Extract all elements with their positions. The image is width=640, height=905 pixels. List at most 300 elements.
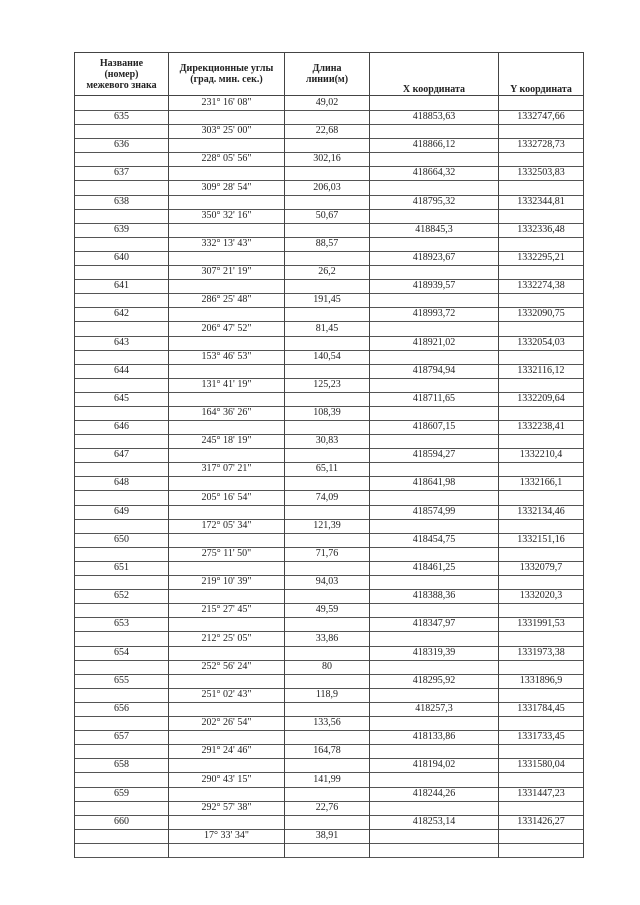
table-cell — [75, 603, 169, 631]
header-name-line1: Название — [99, 57, 144, 69]
mark-name: 645 — [114, 392, 129, 404]
y-coordinate: 1332503,83 — [517, 167, 565, 179]
x-coordinate: 418253,14 — [412, 815, 456, 827]
table-cell — [169, 322, 285, 350]
x-coordinate: 418607,15 — [412, 421, 456, 433]
mark-name: 641 — [114, 280, 129, 292]
table-cell — [169, 378, 285, 406]
table-cell — [169, 519, 285, 547]
table-cell — [370, 265, 499, 293]
table-cell — [370, 152, 499, 180]
table-cell — [75, 434, 169, 462]
y-coordinate: 1332274,38 — [517, 280, 565, 292]
table-cell — [285, 350, 370, 378]
table-cell — [75, 237, 169, 265]
direction-angle: 219° 10' 39" — [201, 576, 252, 588]
table-row — [75, 491, 583, 519]
y-coordinate: 1332747,66 — [517, 111, 565, 122]
mark-name: 643 — [114, 336, 129, 348]
y-coordinate: 1331426,27 — [517, 815, 565, 827]
y-coordinate: 1332344,81 — [517, 195, 565, 207]
table-cell — [285, 744, 370, 772]
header-length-line1: Длина — [312, 63, 342, 74]
line-length: 302,16 — [313, 153, 341, 165]
direction-angle: 309° 28' 54" — [201, 181, 252, 193]
table-cell — [285, 547, 370, 575]
y-coordinate: 1332116,12 — [517, 364, 565, 376]
table-row — [75, 603, 583, 631]
y-coordinate: 1332728,73 — [517, 139, 565, 151]
table-cell — [285, 660, 370, 688]
mark-name: 647 — [114, 449, 129, 461]
table-cell — [285, 462, 370, 490]
table-cell — [370, 96, 499, 124]
line-length: 164,78 — [313, 745, 341, 757]
line-length: 65,11 — [315, 463, 339, 475]
y-coordinate: 1331991,53 — [517, 618, 565, 630]
boundary-coordinates-table — [74, 52, 584, 858]
table-cell — [285, 378, 370, 406]
x-coordinate: 418993,72 — [412, 308, 456, 320]
table-cell — [169, 660, 285, 688]
mark-name: 659 — [114, 787, 129, 799]
table-cell — [169, 293, 285, 321]
table-cell — [370, 237, 499, 265]
table-cell — [75, 744, 169, 772]
table-cell — [169, 265, 285, 293]
table-cell — [75, 293, 169, 321]
table-cell — [75, 265, 169, 293]
table-cell — [285, 209, 370, 237]
direction-angle: 303° 25' 00" — [201, 125, 252, 137]
y-coordinate: 1332020,3 — [519, 590, 563, 602]
table-cell — [499, 773, 583, 801]
table-cell — [499, 716, 583, 744]
table-cell — [499, 660, 583, 688]
table-cell — [285, 575, 370, 603]
mark-name: 639 — [114, 223, 129, 235]
table-cell — [75, 773, 169, 801]
table-cell — [499, 322, 583, 350]
line-length: 26,2 — [318, 266, 336, 278]
table-cell — [370, 350, 499, 378]
line-length: 71,76 — [315, 548, 339, 559]
direction-angle: 350° 32' 16" — [201, 209, 252, 221]
table-row — [75, 96, 583, 124]
x-coordinate: 418461,25 — [412, 562, 456, 573]
table-cell — [169, 96, 285, 124]
table-cell — [499, 688, 583, 716]
table-cell — [285, 96, 370, 124]
direction-angle: 275° 11' 50" — [201, 548, 252, 559]
mark-name: 651 — [114, 562, 129, 573]
table-cell — [285, 491, 370, 519]
table-cell — [169, 152, 285, 180]
line-length: 50,67 — [315, 209, 339, 221]
table-cell — [75, 181, 169, 209]
mark-name: 657 — [114, 731, 129, 743]
table-cell — [499, 575, 583, 603]
direction-angle: 251° 02' 43" — [201, 688, 252, 700]
y-coordinate: 1332166,1 — [519, 477, 563, 489]
direction-angle: 286° 25' 48" — [201, 294, 252, 306]
table-cell — [169, 716, 285, 744]
table-row — [75, 237, 583, 265]
table-row — [75, 716, 583, 744]
table-body — [75, 96, 583, 857]
table-cell — [370, 603, 499, 631]
table-row — [75, 181, 583, 209]
direction-angle: 206° 47' 52" — [201, 322, 252, 334]
table-cell — [499, 801, 583, 829]
table-cell — [169, 209, 285, 237]
table-cell — [499, 209, 583, 237]
table-row — [75, 773, 583, 801]
x-coordinate: 418853,63 — [412, 111, 456, 122]
table-cell — [370, 434, 499, 462]
header-angles-line2: (град. мин. сек.) — [190, 74, 263, 85]
x-coordinate: 418939,57 — [412, 280, 456, 292]
table-cell — [169, 350, 285, 378]
table-cell — [499, 293, 583, 321]
table-cell — [370, 462, 499, 490]
table-cell — [499, 406, 583, 434]
table-cell — [285, 688, 370, 716]
header-length — [285, 53, 370, 95]
table-cell — [285, 293, 370, 321]
table-cell — [499, 96, 583, 124]
table-cell — [370, 209, 499, 237]
y-coordinate: 1331784,45 — [517, 702, 565, 714]
direction-angle: 231° 16' 08" — [201, 97, 252, 108]
table-cell — [285, 124, 370, 152]
direction-angle: 252° 56' 24" — [201, 660, 252, 672]
table-row — [75, 660, 583, 688]
table-cell — [499, 124, 583, 152]
x-coordinate: 418641,98 — [412, 477, 456, 489]
direction-angle: 291° 24' 46" — [201, 745, 252, 757]
mark-name: 636 — [114, 139, 129, 151]
table-cell — [499, 519, 583, 547]
y-coordinate: 1332210,4 — [519, 449, 563, 461]
mark-name: 650 — [114, 533, 129, 545]
table-cell — [499, 181, 583, 209]
line-length: 22,76 — [315, 801, 339, 813]
table-cell — [370, 660, 499, 688]
direction-angle: 202° 26' 54" — [201, 717, 252, 729]
table-row — [75, 152, 583, 180]
table-row — [75, 209, 583, 237]
table-cell — [285, 152, 370, 180]
x-coordinate: 418319,39 — [412, 646, 456, 658]
table-cell — [75, 660, 169, 688]
table-cell — [285, 773, 370, 801]
table-cell — [499, 462, 583, 490]
direction-angle: 153° 46' 53" — [201, 350, 252, 362]
table-cell — [75, 519, 169, 547]
table-cell — [75, 406, 169, 434]
table-cell — [370, 632, 499, 660]
mark-name: 660 — [114, 815, 129, 827]
table-cell — [75, 575, 169, 603]
header-length-line2: линии(м) — [305, 74, 349, 85]
table-cell — [285, 632, 370, 660]
mark-name: 642 — [114, 308, 129, 320]
header-x: X координата — [370, 53, 499, 96]
line-length: 22,68 — [315, 125, 339, 137]
direction-angle: 307° 21' 19" — [201, 266, 252, 278]
x-coordinate: 418257,3 — [415, 702, 453, 714]
table-cell — [169, 575, 285, 603]
header-name — [75, 53, 169, 95]
x-coordinate: 418794,94 — [412, 364, 456, 376]
line-length: 94,03 — [315, 576, 339, 588]
table-cell — [285, 406, 370, 434]
mark-name: 637 — [114, 167, 129, 179]
mark-name: 638 — [114, 195, 129, 207]
line-length: 74,09 — [315, 491, 339, 503]
x-coordinate: 418133,86 — [412, 731, 456, 743]
table-cell — [370, 575, 499, 603]
line-length: 141,99 — [313, 773, 341, 785]
table-row — [75, 688, 583, 716]
table-row — [75, 801, 583, 829]
table-cell — [370, 688, 499, 716]
table-cell — [370, 547, 499, 575]
mark-name: 656 — [114, 702, 129, 714]
line-length: 121,39 — [313, 519, 341, 531]
y-coordinate: 1331973,38 — [517, 646, 565, 658]
table-cell — [370, 181, 499, 209]
line-length: 38,91 — [315, 829, 339, 841]
mark-name: 635 — [114, 111, 129, 122]
table-header — [75, 53, 583, 96]
table-row — [75, 124, 583, 152]
table-row — [75, 265, 583, 293]
table-cell — [370, 124, 499, 152]
mark-name: 654 — [114, 646, 129, 658]
mark-name: 646 — [114, 421, 129, 433]
y-coordinate: 1332336,48 — [517, 223, 565, 235]
mark-name: 648 — [114, 477, 129, 489]
x-coordinate: 418664,32 — [412, 167, 456, 179]
line-length: 140,54 — [313, 350, 341, 362]
table-cell — [75, 378, 169, 406]
table-cell — [75, 350, 169, 378]
table-cell — [169, 462, 285, 490]
line-length: 49,02 — [315, 97, 339, 108]
table-cell — [169, 181, 285, 209]
table-cell — [370, 744, 499, 772]
table-row — [75, 350, 583, 378]
table-row — [75, 378, 583, 406]
table-cell — [499, 350, 583, 378]
table-row — [75, 406, 583, 434]
y-coordinate: 1331896,9 — [519, 674, 563, 686]
table-cell — [169, 406, 285, 434]
table-cell — [75, 829, 169, 857]
y-coordinate: 1332054,03 — [517, 336, 565, 348]
y-coordinate: 1332238,41 — [517, 421, 565, 433]
table-cell — [75, 632, 169, 660]
table-cell — [370, 406, 499, 434]
table-cell — [285, 265, 370, 293]
table-row — [75, 322, 583, 350]
table-cell — [169, 124, 285, 152]
direction-angle: 212° 25' 05" — [201, 632, 252, 644]
table-cell — [169, 434, 285, 462]
table-cell — [75, 124, 169, 152]
direction-angle: 205° 16' 54" — [201, 491, 252, 503]
table-cell — [285, 434, 370, 462]
table-cell — [75, 96, 169, 124]
table-cell — [169, 773, 285, 801]
table-cell — [169, 829, 285, 857]
y-coordinate: 1332151,16 — [517, 533, 565, 545]
table-cell — [169, 491, 285, 519]
table-cell — [499, 603, 583, 631]
table-cell — [499, 547, 583, 575]
y-coordinate: 1332079,7 — [519, 562, 563, 573]
line-length: 206,03 — [313, 181, 341, 193]
table-cell — [169, 603, 285, 631]
table-row — [75, 519, 583, 547]
x-coordinate: 418923,67 — [412, 251, 456, 263]
table-cell — [75, 209, 169, 237]
header-y: Y координата — [510, 84, 572, 95]
x-coordinate: 418795,32 — [412, 195, 456, 207]
table-cell — [169, 744, 285, 772]
direction-angle: 164° 36' 26" — [201, 407, 252, 419]
x-coordinate: 418454,75 — [412, 533, 456, 545]
table-cell — [285, 801, 370, 829]
table-cell — [169, 237, 285, 265]
table-cell — [75, 547, 169, 575]
table-cell — [285, 237, 370, 265]
mark-name: 655 — [114, 674, 129, 686]
table-cell — [499, 744, 583, 772]
table-cell — [499, 237, 583, 265]
direction-angle: 131° 41' 19" — [201, 378, 252, 390]
table-cell — [75, 801, 169, 829]
table-cell — [285, 603, 370, 631]
y-coordinate: 1331447,23 — [517, 787, 565, 799]
table-row — [75, 744, 583, 772]
header-angles-line1: Дирекционные углы — [179, 63, 274, 74]
x-coordinate: 418711,65 — [412, 392, 456, 404]
line-length: 108,39 — [313, 407, 341, 419]
mark-name: 644 — [114, 364, 129, 376]
direction-angle: 292° 57' 38" — [201, 801, 252, 813]
x-coordinate: 418845,3 — [415, 223, 453, 235]
table-cell — [370, 519, 499, 547]
table-cell — [370, 491, 499, 519]
direction-angle: 317° 07' 21" — [201, 463, 252, 475]
header-name-line2: (номер) — [104, 68, 139, 80]
table-cell — [499, 632, 583, 660]
x-coordinate: 418921,02 — [412, 336, 456, 348]
table-cell — [370, 322, 499, 350]
table-cell — [75, 688, 169, 716]
table-cell — [370, 801, 499, 829]
table-row — [75, 462, 583, 490]
table-row — [75, 547, 583, 575]
table-cell — [370, 716, 499, 744]
table-cell — [499, 152, 583, 180]
line-length: 30,83 — [315, 435, 339, 447]
direction-angle: 17° 33' 34" — [204, 829, 249, 841]
mark-name: 640 — [114, 251, 129, 263]
line-length: 191,45 — [313, 294, 341, 306]
x-coordinate: 418574,99 — [412, 505, 456, 517]
table-cell — [75, 152, 169, 180]
y-coordinate: 1332209,64 — [517, 392, 565, 404]
table-cell — [499, 434, 583, 462]
table-cell — [169, 632, 285, 660]
direction-angle: 245° 18' 19" — [201, 435, 252, 447]
table-cell — [169, 801, 285, 829]
y-coordinate: 1331580,04 — [517, 759, 565, 771]
table-cell — [169, 547, 285, 575]
table-row — [75, 434, 583, 462]
table-row — [75, 632, 583, 660]
table-row — [75, 293, 583, 321]
y-coordinate: 1332134,46 — [517, 505, 565, 517]
table-cell — [285, 829, 370, 857]
x-coordinate: 418388,36 — [412, 590, 456, 602]
x-coordinate: 418244,26 — [412, 787, 456, 799]
table-cell — [370, 293, 499, 321]
mark-name: 653 — [114, 618, 129, 630]
line-length: 118,9 — [315, 688, 339, 700]
line-length: 80 — [322, 660, 332, 672]
direction-angle: 332° 13' 43" — [201, 237, 252, 249]
direction-angle: 215° 27' 45" — [201, 604, 252, 616]
table-cell — [75, 462, 169, 490]
table-cell — [285, 519, 370, 547]
mark-name: 649 — [114, 505, 129, 517]
table-cell — [370, 773, 499, 801]
x-coordinate: 418866,12 — [412, 139, 456, 151]
line-length: 125,23 — [313, 378, 341, 390]
table-cell — [285, 322, 370, 350]
x-coordinate: 418594,27 — [412, 449, 456, 461]
y-coordinate: 1332090,75 — [517, 308, 565, 320]
table-cell — [285, 716, 370, 744]
header-name-line3: межевого знака — [86, 79, 157, 91]
line-length: 49,59 — [315, 604, 339, 616]
direction-angle: 290° 43' 15" — [201, 773, 252, 785]
table-cell — [499, 265, 583, 293]
direction-angle: 172° 05' 34" — [201, 519, 252, 531]
table-cell — [285, 181, 370, 209]
line-length: 88,57 — [315, 237, 339, 249]
x-coordinate: 418295,92 — [412, 674, 456, 686]
table-cell — [499, 378, 583, 406]
table-cell — [370, 829, 499, 857]
table-cell — [75, 322, 169, 350]
table-row — [75, 575, 583, 603]
direction-angle: 228° 05' 56" — [201, 153, 252, 165]
table-row — [75, 829, 583, 857]
line-length: 33,86 — [315, 632, 339, 644]
table-cell — [499, 829, 583, 857]
y-coordinate: 1332295,21 — [517, 251, 565, 263]
line-length: 133,56 — [313, 717, 341, 729]
table-cell — [169, 688, 285, 716]
table-cell — [499, 491, 583, 519]
table-cell — [75, 716, 169, 744]
